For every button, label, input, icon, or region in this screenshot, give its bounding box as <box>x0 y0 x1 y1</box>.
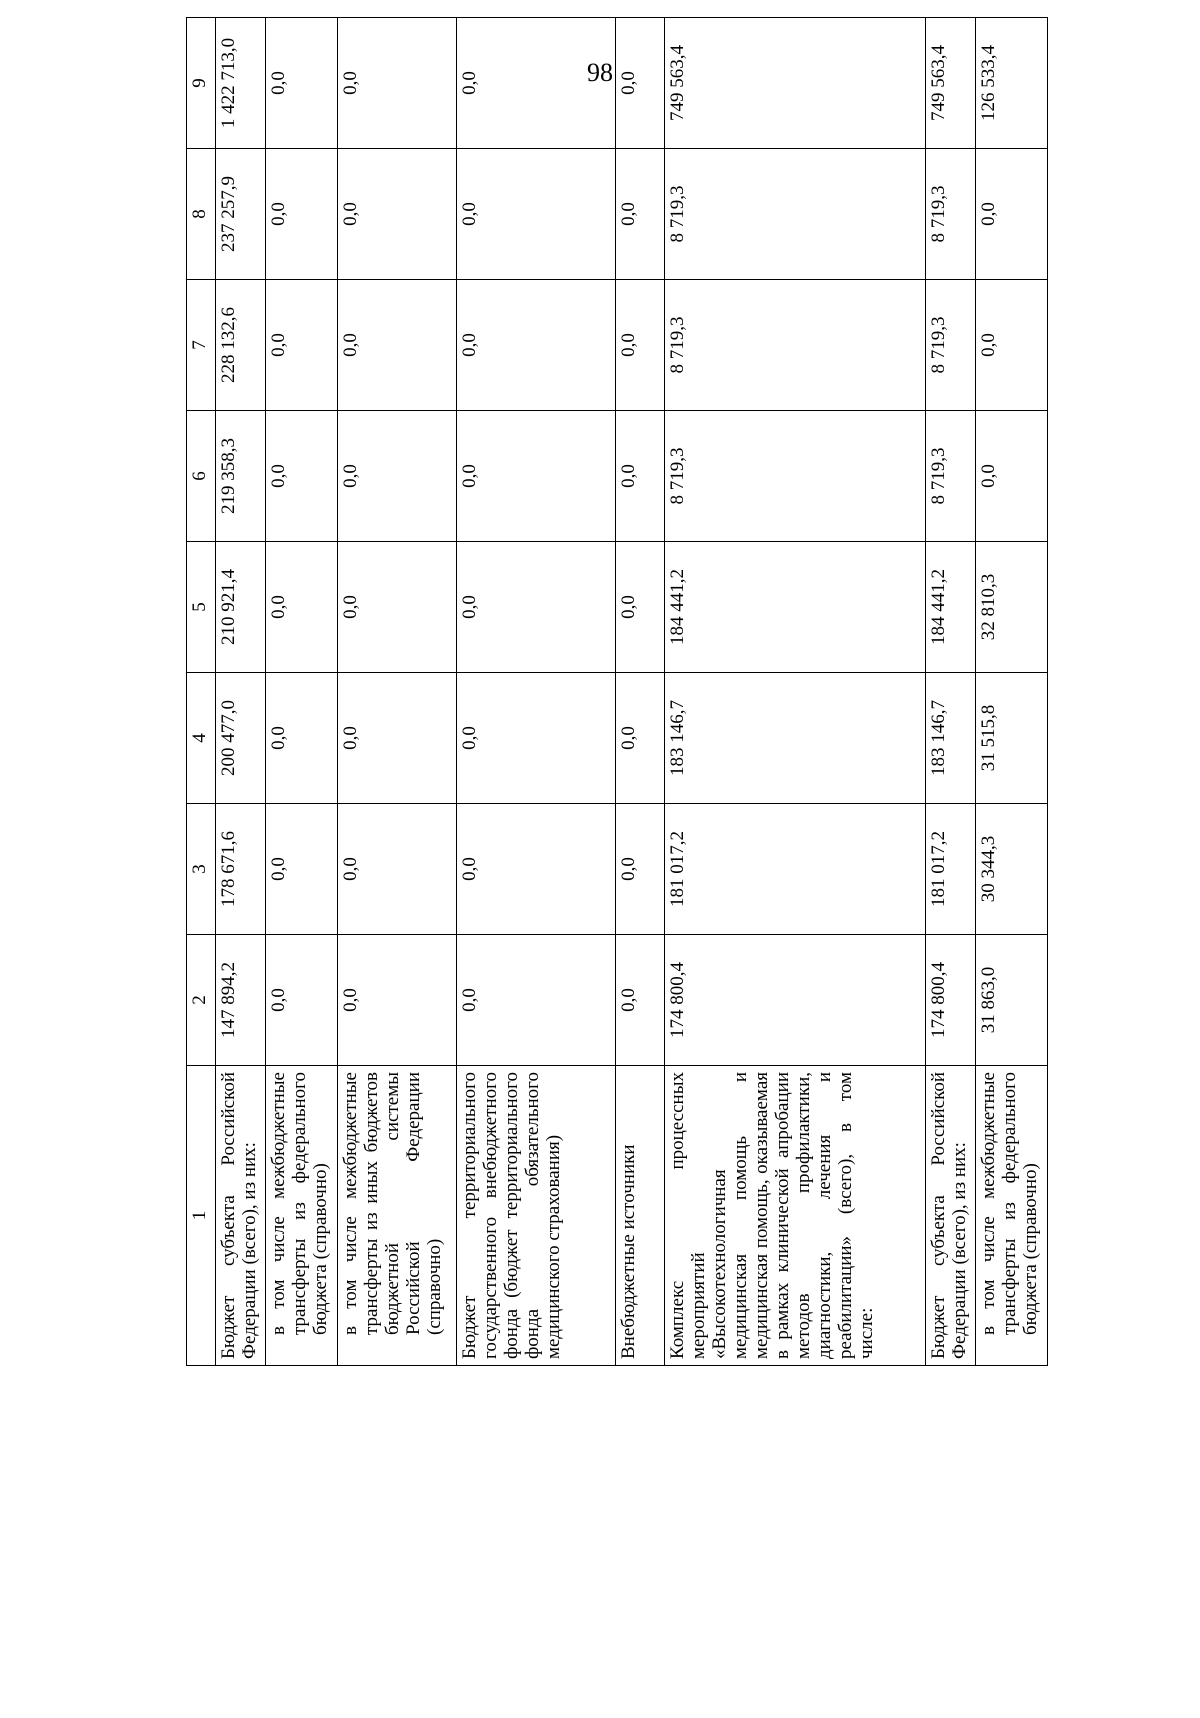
value-cell: 210 921,4 <box>215 542 265 673</box>
header-cell: 6 <box>187 411 216 542</box>
value-cell: 0,0 <box>265 280 337 411</box>
value-cell: 0,0 <box>337 411 456 542</box>
value-cell: 8 719,3 <box>925 149 975 280</box>
row-label: Бюджет субъекта Российской Федерации (всего), из них: <box>925 1066 975 1366</box>
value-cell: 0,0 <box>337 804 456 935</box>
value-cell: 0,0 <box>265 935 337 1066</box>
value-cell: 219 358,3 <box>215 411 265 542</box>
row-label: в том числе межбюджетные трансферты из иных бюджетов бюджетной системы Российской Федерации (справочно) <box>337 1066 456 1366</box>
value-cell: 0,0 <box>615 673 664 804</box>
value-cell: 0,0 <box>975 280 1047 411</box>
value-cell: 0,0 <box>456 804 615 935</box>
value-cell: 0,0 <box>337 149 456 280</box>
value-cell: 0,0 <box>337 935 456 1066</box>
value-cell: 0,0 <box>337 673 456 804</box>
value-cell: 0,0 <box>265 542 337 673</box>
value-cell: 0,0 <box>265 804 337 935</box>
value-cell: 1 422 713,0 <box>215 18 265 149</box>
budget-table <box>186 17 1048 1366</box>
value-cell: 0,0 <box>615 804 664 935</box>
value-cell: 184 441,2 <box>925 542 975 673</box>
value-cell: 8 719,3 <box>664 149 925 280</box>
value-cell: 237 257,9 <box>215 149 265 280</box>
value-cell: 0,0 <box>615 411 664 542</box>
header-cell: 5 <box>187 542 216 673</box>
row-label: Бюджет территориального государственного внебюджетного фонда (бюджет территориального фонда обязательного медицинского страхования) <box>456 1066 615 1366</box>
table-row <box>456 18 615 1366</box>
value-cell: 0,0 <box>337 18 456 149</box>
table-row <box>215 18 265 1366</box>
value-cell: 0,0 <box>456 411 615 542</box>
value-cell: 147 894,2 <box>215 935 265 1066</box>
value-cell: 0,0 <box>265 149 337 280</box>
table-row <box>664 18 925 1366</box>
header-cell: 2 <box>187 935 216 1066</box>
header-cell: 1 <box>187 1066 216 1366</box>
table-header-row <box>187 18 216 1366</box>
header-cell: 9 <box>187 18 216 149</box>
value-cell: 8 719,3 <box>664 280 925 411</box>
value-cell: 181 017,2 <box>664 804 925 935</box>
value-cell: 183 146,7 <box>664 673 925 804</box>
value-cell: 31 515,8 <box>975 673 1047 804</box>
value-cell: 0,0 <box>265 18 337 149</box>
value-cell: 8 719,3 <box>925 280 975 411</box>
value-cell: 30 344,3 <box>975 804 1047 935</box>
table-row <box>975 18 1047 1366</box>
table-row <box>265 18 337 1366</box>
header-cell: 4 <box>187 673 216 804</box>
page-number: 98 <box>587 58 613 87</box>
value-cell: 174 800,4 <box>664 935 925 1066</box>
value-cell: 0,0 <box>615 149 664 280</box>
header-cell: 7 <box>187 280 216 411</box>
value-cell: 0,0 <box>615 280 664 411</box>
header-cell: 3 <box>187 804 216 935</box>
value-cell: 32 810,3 <box>975 542 1047 673</box>
value-cell: 178 671,6 <box>215 804 265 935</box>
value-cell: 126 533,4 <box>975 18 1047 149</box>
row-label: Бюджет субъекта Российской Федерации (всего), из них: <box>215 1066 265 1366</box>
value-cell: 0,0 <box>456 18 615 149</box>
value-cell: 0,0 <box>456 149 615 280</box>
value-cell: 200 477,0 <box>215 673 265 804</box>
value-cell: 0,0 <box>615 18 664 149</box>
value-cell: 0,0 <box>975 411 1047 542</box>
row-label: Внебюджетные источники <box>615 1066 664 1366</box>
value-cell: 8 719,3 <box>664 411 925 542</box>
value-cell: 0,0 <box>615 542 664 673</box>
value-cell: 0,0 <box>456 935 615 1066</box>
header-cell: 8 <box>187 149 216 280</box>
value-cell: 0,0 <box>337 542 456 673</box>
row-label: в том числе межбюджетные трансферты из федерального бюджета (справочно) <box>265 1066 337 1366</box>
value-cell: 0,0 <box>456 673 615 804</box>
value-cell: 0,0 <box>975 149 1047 280</box>
value-cell: 749 563,4 <box>664 18 925 149</box>
value-cell: 174 800,4 <box>925 935 975 1066</box>
table-row <box>925 18 975 1366</box>
value-cell: 0,0 <box>337 280 456 411</box>
value-cell: 0,0 <box>265 411 337 542</box>
value-cell: 31 863,0 <box>975 935 1047 1066</box>
row-label: в том числе межбюджетные трансферты из федерального бюджета (справочно) <box>975 1066 1047 1366</box>
table-row <box>615 18 664 1366</box>
value-cell: 0,0 <box>456 542 615 673</box>
value-cell: 184 441,2 <box>664 542 925 673</box>
value-cell: 749 563,4 <box>925 18 975 149</box>
value-cell: 181 017,2 <box>925 804 975 935</box>
row-label: Комплекс процессных мероприятий «Высокотехнологичная медицинская помощь и медицинская помощь, оказываемая в рамках клинической апробации методов профилактики, диагностики, лечения и реабилитации» (всего), в том числе: <box>664 1066 925 1366</box>
value-cell: 183 146,7 <box>925 673 975 804</box>
value-cell: 228 132,6 <box>215 280 265 411</box>
value-cell: 0,0 <box>456 280 615 411</box>
value-cell: 0,0 <box>615 935 664 1066</box>
table-row <box>337 18 456 1366</box>
value-cell: 8 719,3 <box>925 411 975 542</box>
value-cell: 0,0 <box>265 673 337 804</box>
